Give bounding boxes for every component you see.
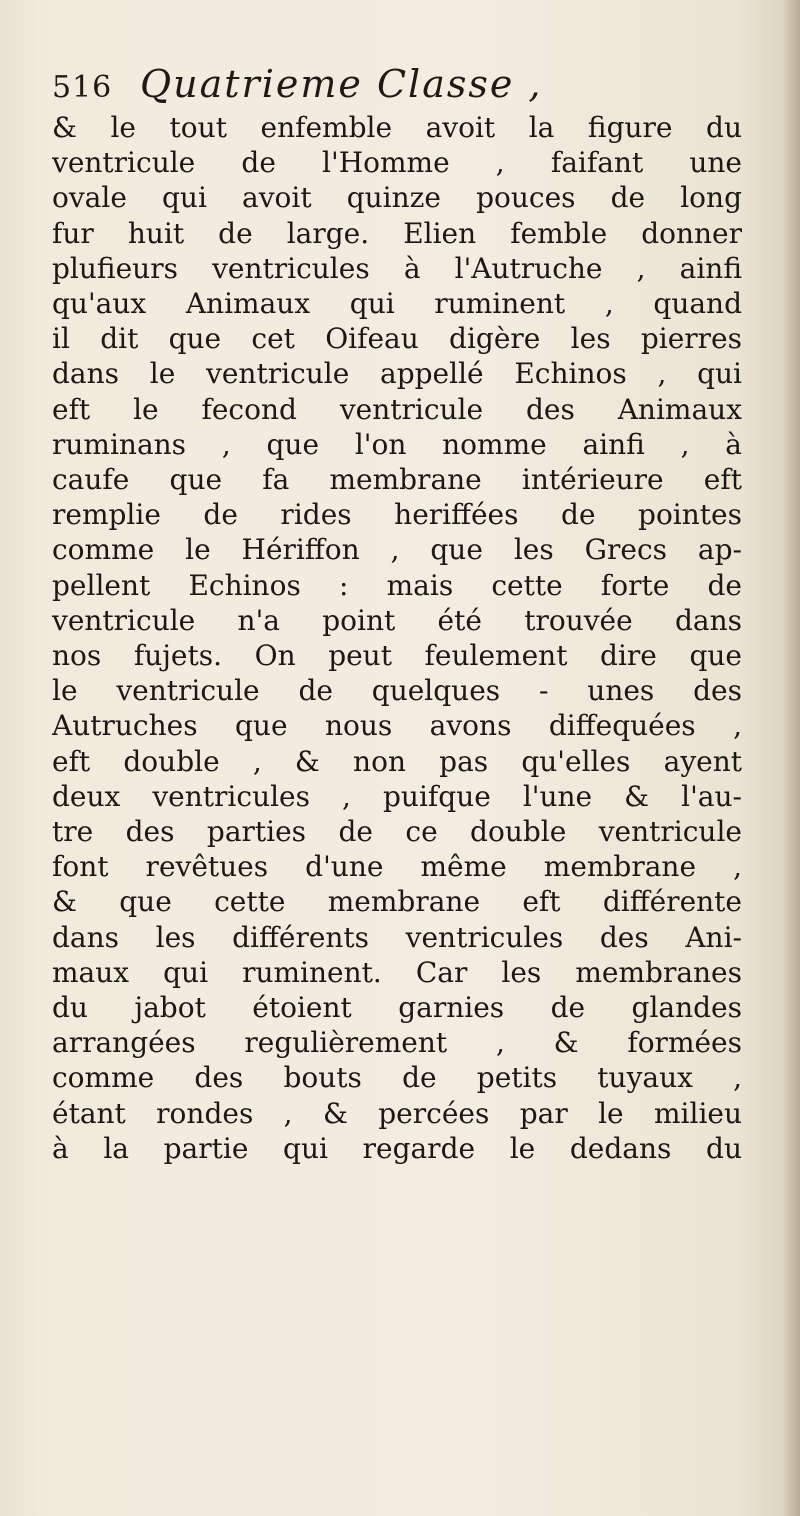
text-line: remplie de rides heriffées de pointes xyxy=(52,498,742,532)
text-line: ventricule de l'Homme , faifant une xyxy=(52,146,742,180)
text-line: le ventricule de quelques - unes des xyxy=(52,674,742,708)
text-line: à la partie qui regarde le dedans du xyxy=(52,1131,742,1165)
text-line: deux ventricules , puifque l'une & l'au- xyxy=(52,779,742,813)
text-line: dans le ventricule appellé Echinos , qui xyxy=(52,357,742,391)
text-line: fur huit de large. Elien femble donner xyxy=(52,216,742,250)
text-line: & le tout enfemble avoit la figure du xyxy=(52,111,742,144)
text-line: du jabot étoient garnies de glandes xyxy=(52,991,742,1025)
text-line: nos fujets. On peut feulement dire que xyxy=(52,639,742,673)
text-line: font revêtues d'une même membrane , xyxy=(52,850,742,884)
text-line: ventricule n'a point été trouvée dans xyxy=(52,603,742,637)
text-line: plufieurs ventricules à l'Autruche , ainfi xyxy=(52,251,742,285)
text-line: eft le fecond ventricule des Animaux xyxy=(52,392,742,426)
text-line: eft double , & non pas qu'elles ayent xyxy=(52,744,742,778)
text-line: comme des bouts de petits tuyaux , xyxy=(52,1061,742,1095)
text-line: comme le Hériffon , que les Grecs ap- xyxy=(52,533,742,567)
text-line: Autruches que nous avons diffequées , xyxy=(52,709,742,743)
body-text xyxy=(52,110,752,1166)
text-line: pellent Echinos : mais cette forte de xyxy=(52,568,742,602)
text-line: & que cette membrane eft différente xyxy=(52,885,742,919)
text-line: maux qui ruminent. Car les membranes xyxy=(52,955,742,989)
text-line: qu'aux Animaux qui ruminent , quand xyxy=(52,287,742,321)
text-line: tre des parties de ce double ventricule xyxy=(52,815,742,849)
page-edge-shadow xyxy=(782,0,800,1516)
page-number: 516 xyxy=(52,70,113,105)
text-line: étant rondes , & percées par le milieu xyxy=(52,1096,742,1130)
running-head: Quatrieme Classe , xyxy=(140,62,543,106)
text-line: ruminans , que l'on nomme ainfi , à xyxy=(52,427,742,461)
text-line: dans les différents ventricules des Ani- xyxy=(52,920,742,954)
text-line: caufe que fa membrane intérieure eft xyxy=(52,463,742,497)
text-line: il dit que cet Oifeau digère les pierres xyxy=(52,322,742,356)
text-line: ovale qui avoit quinze pouces de long xyxy=(52,181,742,215)
text-line: arrangées regulièrement , & formées xyxy=(52,1026,742,1060)
